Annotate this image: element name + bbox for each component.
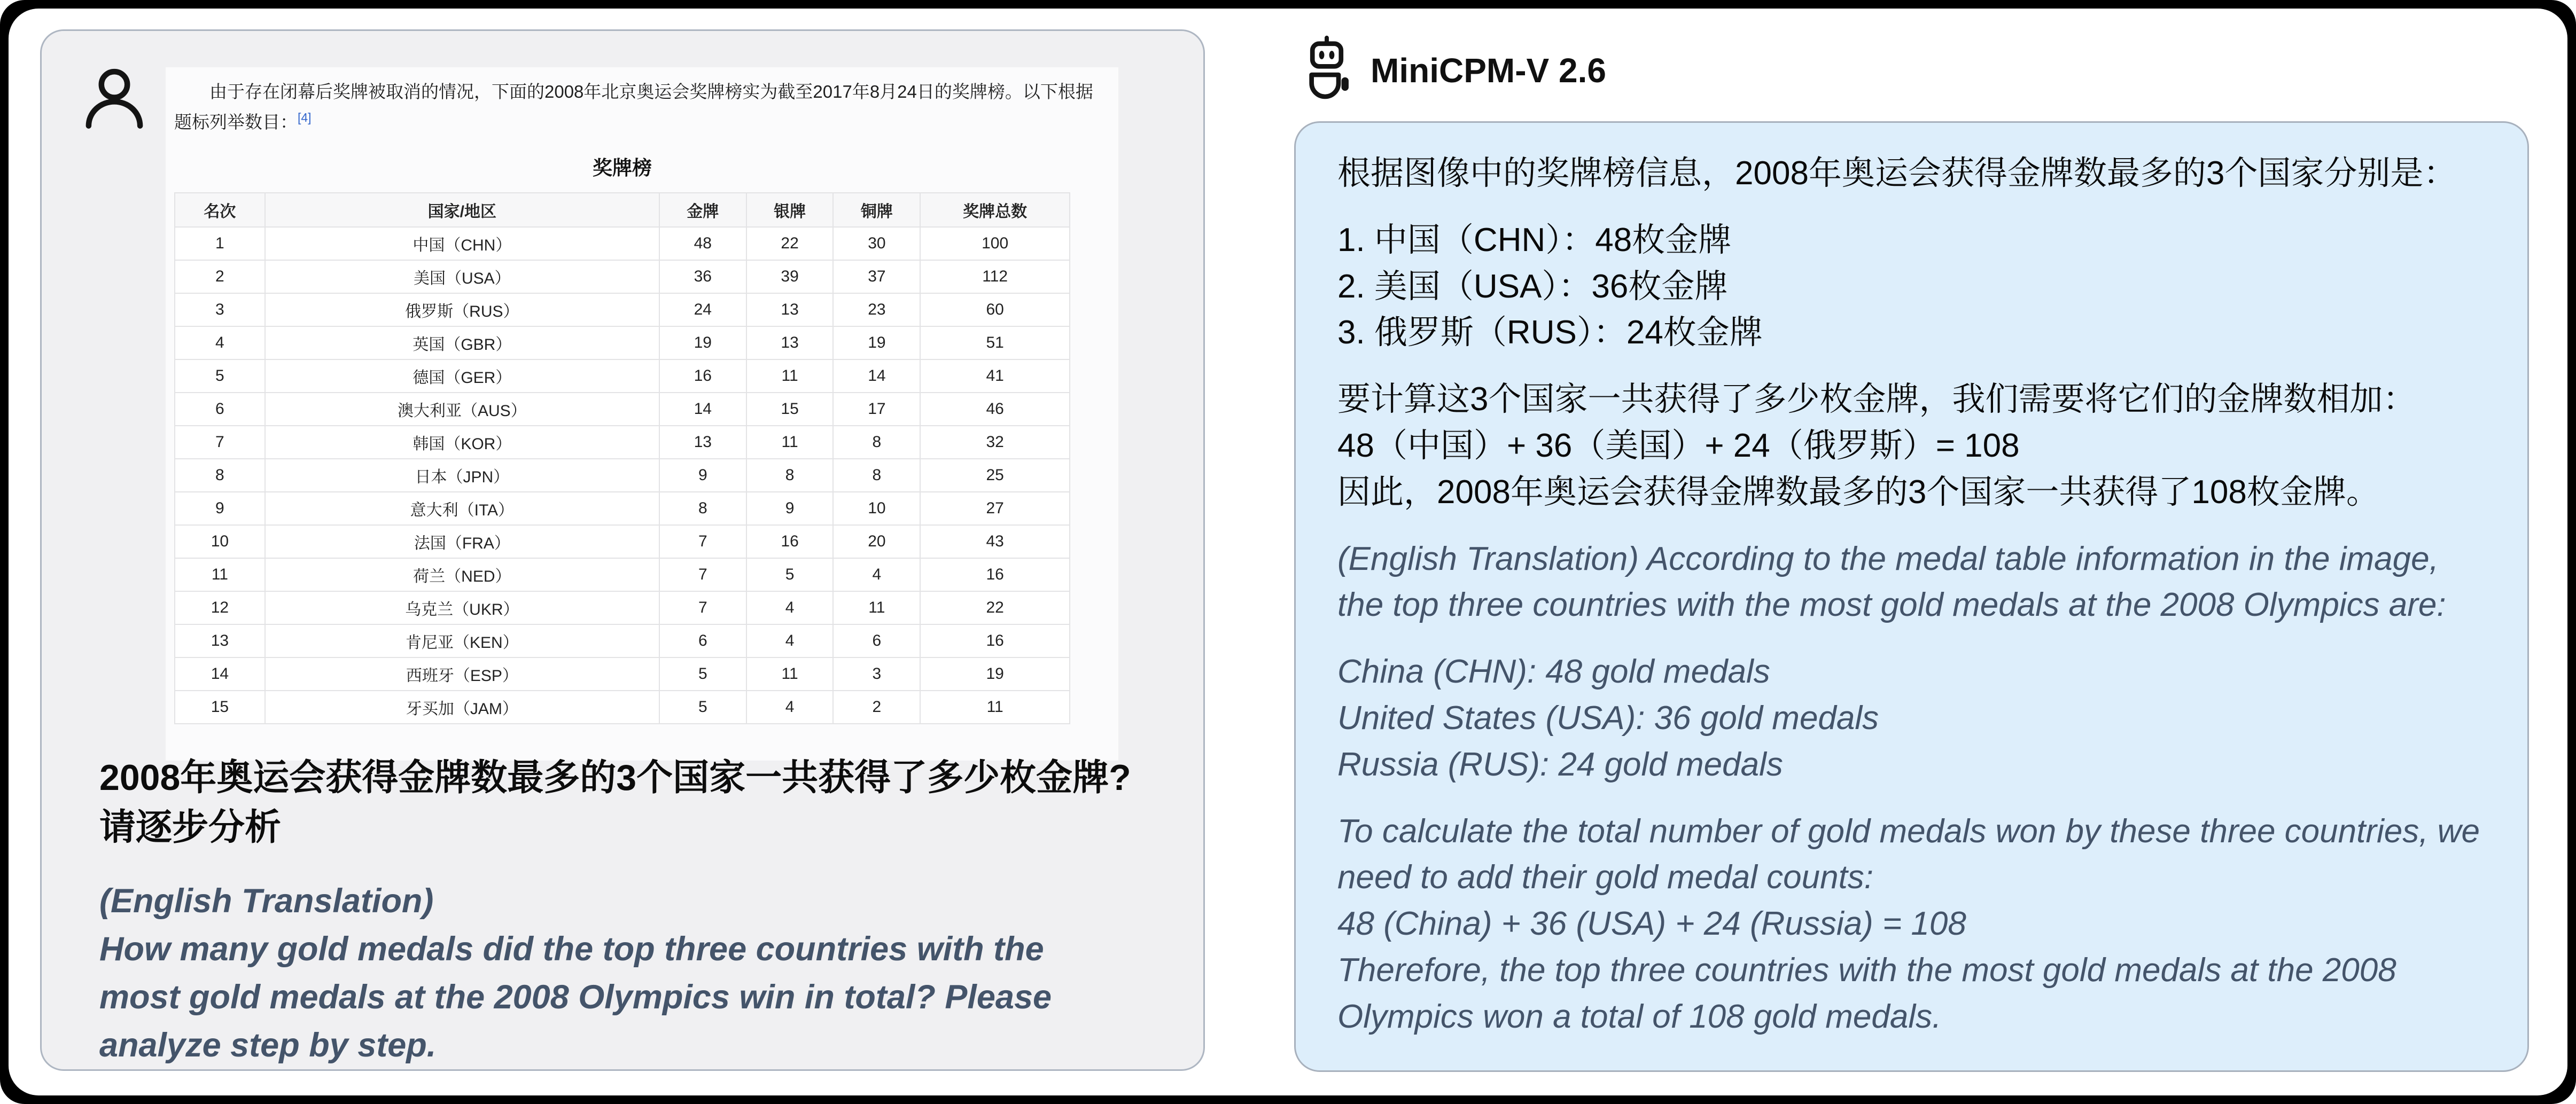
table-cell: 13	[175, 624, 265, 657]
table-cell: 3	[175, 293, 265, 326]
table-cell: 36	[659, 260, 746, 293]
column-header: 名次	[175, 193, 265, 227]
table-cell: 19	[920, 657, 1070, 691]
table-cell: 牙买加（JAM）	[265, 691, 659, 724]
table-cell: 6	[659, 624, 746, 657]
table-cell: 8	[833, 426, 920, 459]
table-cell: 12	[175, 591, 265, 624]
table-cell: 6	[175, 393, 265, 426]
table-cell: 8	[746, 459, 834, 492]
table-cell: 荷兰（NED）	[265, 558, 659, 591]
table-cell: 7	[659, 525, 746, 558]
text-line: need to add their gold medal counts:	[1337, 859, 1874, 896]
table-cell: 14	[175, 657, 265, 691]
table-cell: 39	[746, 260, 834, 293]
table-cell: 4	[746, 624, 834, 657]
text-line: (English Translation)	[99, 882, 434, 920]
table-cell: 16	[920, 558, 1070, 591]
table-cell: 100	[920, 227, 1070, 260]
table-cell: 10	[175, 525, 265, 558]
text-line: 请逐步分析	[99, 807, 282, 848]
table-cell: 13	[746, 326, 834, 359]
table-cell: 43	[920, 525, 1070, 558]
table-cell: 16	[746, 525, 834, 558]
table-cell: 11	[746, 359, 834, 393]
table-cell: 13	[659, 426, 746, 459]
table-cell: 19	[833, 326, 920, 359]
table-cell: 1	[175, 227, 265, 260]
table-cell: 22	[920, 591, 1070, 624]
table-cell: 16	[920, 624, 1070, 657]
table-row	[175, 426, 1070, 459]
text-line: Russia (RUS): 24 gold medals	[1337, 746, 1783, 783]
text-line: 2008年奥运会获得金牌数最多的3个国家一共获得了多少枚金牌?	[99, 757, 1131, 798]
text-line: analyze step by step.	[99, 1027, 437, 1064]
table-cell: 9	[175, 492, 265, 525]
robot-icon	[1301, 35, 1352, 105]
text-line: 根据图像中的奖牌榜信息，2008年奥运会获得金牌数最多的3个国家分别是：	[1337, 155, 2457, 192]
text-line: How many gold medals did the top three countries with the	[99, 930, 1044, 968]
response-paragraph-zh	[1337, 151, 2486, 197]
text-line: 48（中国）+ 36（美国）+ 24（俄罗斯）= 108	[1337, 427, 2020, 464]
table-row	[175, 227, 1070, 260]
table-cell: 德国（GER）	[265, 359, 659, 393]
table-cell: 15	[175, 691, 265, 724]
response-paragraph-en	[1337, 809, 2486, 1040]
text-line: 因此，2008年奥运会获得金牌数最多的3个国家一共获得了108枚金牌。	[1337, 473, 2379, 511]
response-paragraph-en	[1337, 536, 2486, 629]
table-row	[175, 657, 1070, 691]
table-cell: 法国（FRA）	[265, 525, 659, 558]
table-cell: 肯尼亚（KEN）	[265, 624, 659, 657]
table-row	[175, 393, 1070, 426]
text-line: (English Translation) According to the medal table information in the image,	[1337, 540, 2439, 577]
table-cell: 19	[659, 326, 746, 359]
column-header: 金牌	[659, 193, 746, 227]
table-cell: 11	[746, 657, 834, 691]
table-cell: 6	[833, 624, 920, 657]
medal-table-title: 奖牌榜	[593, 156, 652, 179]
text-line: the top three countries with the most gold medals at the 2008 Olympics are:	[1337, 586, 2446, 624]
medal-table-header-row	[175, 193, 1070, 227]
table-cell: 14	[659, 393, 746, 426]
table-row	[175, 260, 1070, 293]
intro-text: 由于存在闭幕后奖牌被取消的情况，下面的2008年北京奥运会奖牌榜实为截至2017年8月24日的奖牌榜。以下根据题标列举数目：	[174, 82, 1093, 132]
table-cell: 西班牙（ESP）	[265, 657, 659, 691]
table-cell: 5	[659, 691, 746, 724]
table-cell: 意大利（ITA）	[265, 492, 659, 525]
table-row	[175, 293, 1070, 326]
table-row	[175, 691, 1070, 724]
table-cell: 7	[659, 558, 746, 591]
column-header: 铜牌	[833, 193, 920, 227]
response-paragraph-en	[1337, 649, 2486, 788]
table-cell: 112	[920, 260, 1070, 293]
table-cell: 23	[833, 293, 920, 326]
reference-link: [4]	[298, 110, 312, 124]
table-cell: 英国（GBR）	[265, 326, 659, 359]
table-cell: 俄罗斯（RUS）	[265, 293, 659, 326]
text-line: Therefore, the top three countries with the most gold medals at the 2008	[1337, 951, 2396, 989]
table-cell: 15	[746, 393, 834, 426]
table-cell: 48	[659, 227, 746, 260]
medal-table-wrap	[174, 152, 1070, 724]
table-row	[175, 525, 1070, 558]
table-cell: 乌克兰（UKR）	[265, 591, 659, 624]
table-cell: 11	[175, 558, 265, 591]
table-cell: 20	[833, 525, 920, 558]
table-cell: 5	[659, 657, 746, 691]
table-cell: 7	[659, 591, 746, 624]
text-line: China (CHN): 48 gold medals	[1337, 653, 1770, 691]
table-cell: 25	[920, 459, 1070, 492]
table-row	[175, 359, 1070, 393]
table-cell: 8	[175, 459, 265, 492]
screenshot-intro-text	[166, 67, 1118, 138]
table-cell: 11	[833, 591, 920, 624]
table-row	[175, 591, 1070, 624]
table-cell: 24	[659, 293, 746, 326]
column-header: 银牌	[746, 193, 834, 227]
table-cell: 32	[920, 426, 1070, 459]
column-header: 国家/地区	[265, 193, 659, 227]
user-question	[99, 753, 1163, 852]
table-cell: 14	[833, 359, 920, 393]
table-cell: 8	[659, 492, 746, 525]
medal-table-body	[175, 227, 1070, 724]
table-cell: 澳大利亚（AUS）	[265, 393, 659, 426]
table-row	[175, 326, 1070, 359]
table-cell: 51	[920, 326, 1070, 359]
table-row	[175, 558, 1070, 591]
text-line: United States (USA): 36 gold medals	[1337, 699, 1879, 737]
table-cell: 5	[746, 558, 834, 591]
text-line: Olympics won a total of 108 gold medals.	[1337, 998, 1942, 1035]
text-line: most gold medals at the 2008 Olympics win in total? Please	[99, 978, 1052, 1016]
table-cell: 3	[833, 657, 920, 691]
table-cell: 7	[175, 426, 265, 459]
text-line: 要计算这3个国家一共获得了多少枚金牌，我们需要将它们的金牌数相加：	[1337, 381, 2416, 418]
table-cell: 22	[746, 227, 834, 260]
person-icon	[77, 62, 152, 139]
table-cell: 9	[659, 459, 746, 492]
table-cell: 4	[833, 558, 920, 591]
table-cell: 日本（JPN）	[265, 459, 659, 492]
table-cell: 16	[659, 359, 746, 393]
model-name: MiniCPM-V 2.6	[1371, 51, 1606, 90]
table-cell: 60	[920, 293, 1070, 326]
response-paragraph-zh	[1337, 217, 2486, 356]
text-line: 1. 中国（CHN）：48枚金牌	[1337, 221, 1732, 259]
user-question-translation	[99, 877, 1163, 1069]
table-cell: 4	[746, 691, 834, 724]
table-row	[175, 624, 1070, 657]
table-cell: 5	[175, 359, 265, 393]
table-cell: 11	[746, 426, 834, 459]
text-line: 48 (China) + 36 (USA) + 24 (Russia) = 108	[1337, 905, 1966, 943]
table-cell: 4	[746, 591, 834, 624]
text-line: To calculate the total number of gold medals won by these three countries, we	[1337, 812, 2480, 850]
table-cell: 17	[833, 393, 920, 426]
table-row	[175, 492, 1070, 525]
user-message-panel	[40, 29, 1205, 1071]
table-cell: 美国（USA）	[265, 260, 659, 293]
response-paragraph-zh	[1337, 377, 2486, 515]
text-line: 2. 美国（USA）：36枚金牌	[1337, 268, 1728, 305]
embedded-screenshot	[166, 67, 1118, 761]
medal-table	[174, 192, 1070, 724]
table-row	[175, 459, 1070, 492]
table-cell: 37	[833, 260, 920, 293]
table-cell: 46	[920, 393, 1070, 426]
table-cell: 30	[833, 227, 920, 260]
table-cell: 13	[746, 293, 834, 326]
table-cell: 2	[833, 691, 920, 724]
table-cell: 中国（CHN）	[265, 227, 659, 260]
text-line: 3. 俄罗斯（RUS）：24枚金牌	[1337, 314, 1763, 351]
table-cell: 2	[175, 260, 265, 293]
response-bubble	[1294, 121, 2529, 1072]
assistant-header	[1301, 35, 1606, 105]
table-cell: 4	[175, 326, 265, 359]
table-cell: 韩国（KOR）	[265, 426, 659, 459]
column-header: 奖牌总数	[920, 193, 1070, 227]
table-cell: 8	[833, 459, 920, 492]
table-cell: 9	[746, 492, 834, 525]
table-cell: 41	[920, 359, 1070, 393]
table-cell: 11	[920, 691, 1070, 724]
table-cell: 27	[920, 492, 1070, 525]
table-cell: 10	[833, 492, 920, 525]
